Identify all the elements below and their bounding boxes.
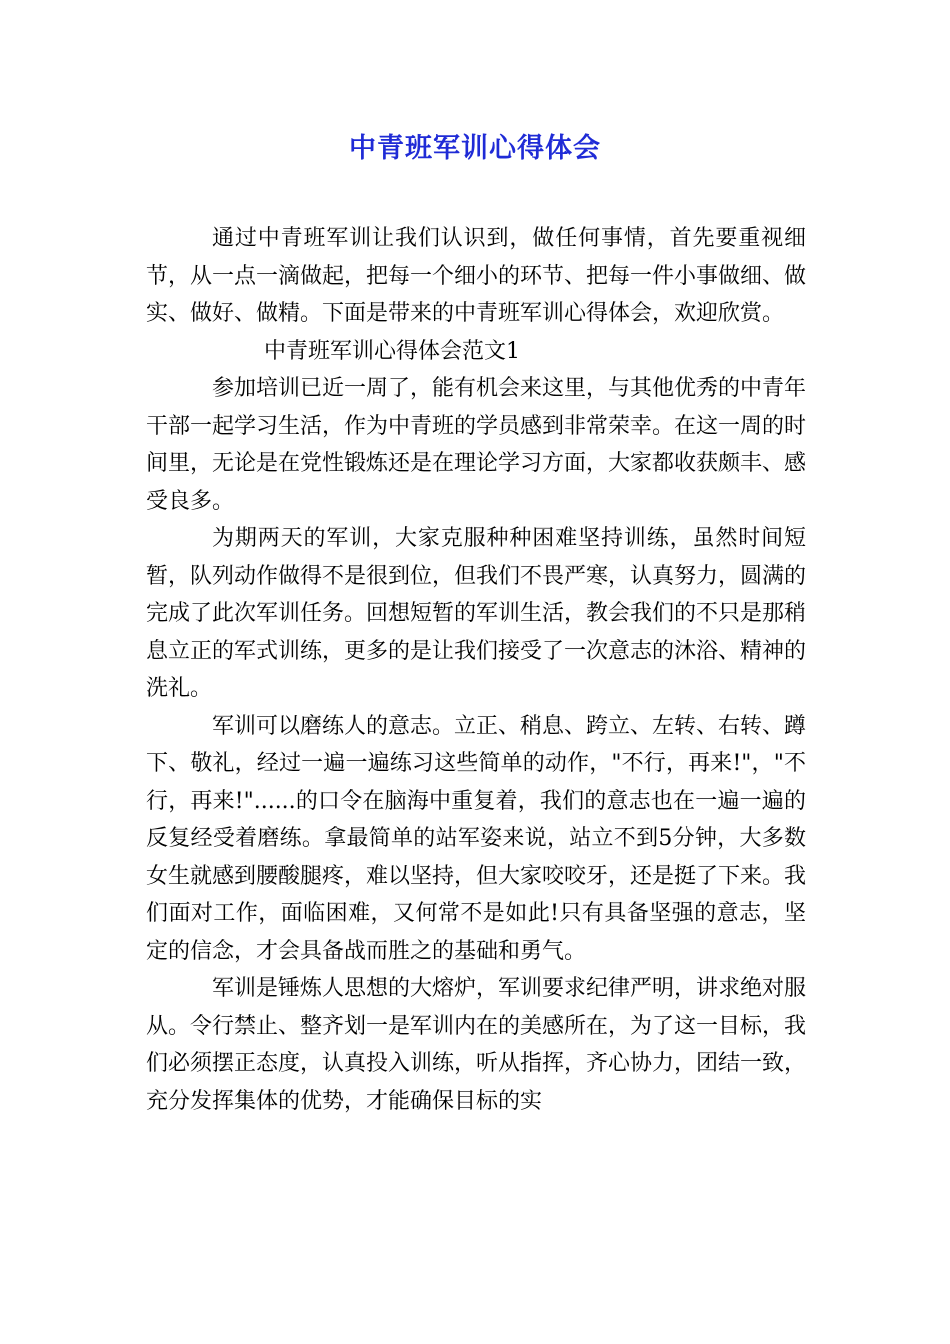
section-heading: 中青班军训心得体会范文1 xyxy=(264,338,520,364)
body-paragraph-1: 参加培训已近一周了，能有机会来这里，与其他优秀的中青年干部一起学习生活，作为中青班的学员感到非常荣幸。在这一周的时间里，无论是在党性锻炼还是在理论学习方面，大家都收获颇丰、感受良多。 xyxy=(146,376,807,514)
body-paragraph-4: 军训是锤炼人思想的大熔炉，军训要求纪律严明，讲求绝对服从。令行禁止、整齐划一是军训内在的美感所在，为了这一目标，我们必须摆正态度，认真投入训练，听从指挥，齐心协力，团结一致，充分发挥集体的优势，才能确保目标的实 xyxy=(146,976,807,1114)
document-body xyxy=(146,220,806,1120)
body-paragraph-3: 军训可以磨练人的意志。立正、稍息、跨立、左转、右转、蹲下、敬礼，经过一遍一遍练习这些简单的动作，"不行，再来!"，"不行，再来!"......的口令在脑海中重复着，我们的意志也在一遍一遍的反复经受着磨练。拿最简单的站军姿来说，站立不到5分钟，大多数女生就感到腰酸腿疼，难以坚持，但大家咬咬牙，还是挺了下来。我们面对工作，面临困难，又何常不是如此!只有具备坚强的意志，坚定的信念，才会具备战而胜之的基础和勇气。 xyxy=(146,713,807,964)
document-title: 中青班军训心得体会 xyxy=(349,133,601,164)
intro-paragraph: 通过中青班军训让我们认识到，做任何事情，首先要重视细节，从一点一滴做起，把每一个细小的环节、把每一件小事做细、做实、做好、做精。下面是带来的中青班军训心得体会，欢迎欣赏。 xyxy=(146,226,807,326)
body-paragraph-2: 为期两天的军训，大家克服种种困难坚持训练，虽然时间短暂，队列动作做得不是很到位，但我们不畏严寒，认真努力，圆满的完成了此次军训任务。回想短暂的军训生活，教会我们的不只是那稍息立正的军式训练，更多的是让我们接受了一次意志的沐浴、精神的洗礼。 xyxy=(146,526,807,701)
